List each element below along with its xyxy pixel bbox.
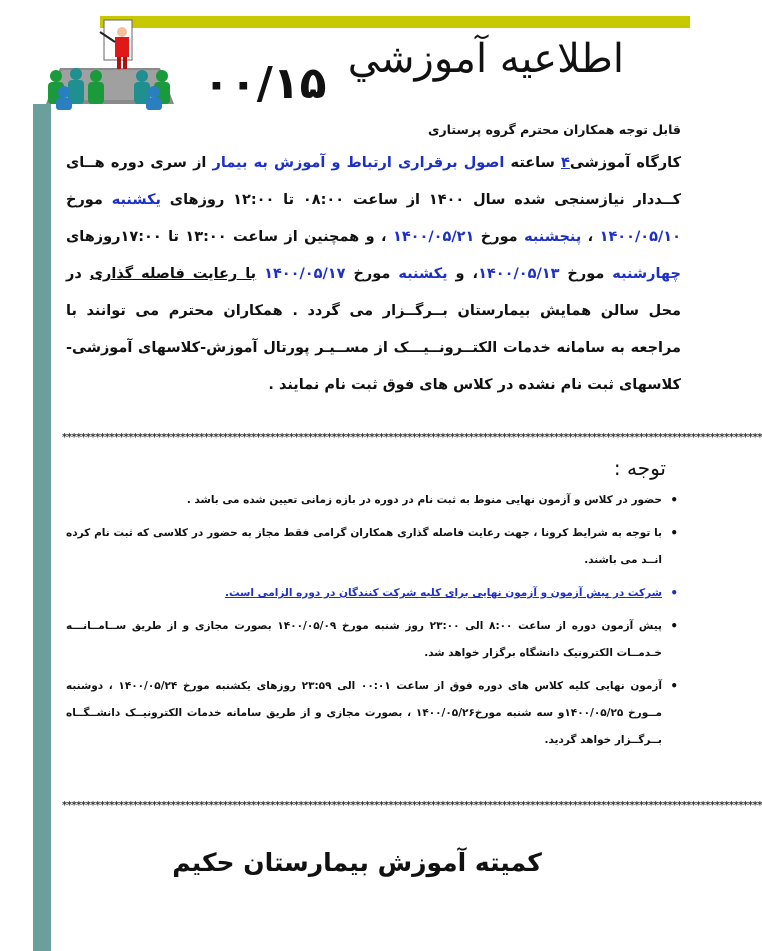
date-value: ۱۴۰۰/۰۵/۲۱ <box>392 229 475 245</box>
main-paragraph <box>66 145 681 404</box>
text-run: از سری دوره هــای کــددار نیازسنجی شده سال ۱۴۰۰ از ساعت ۰۸:۰۰ تا ۱۲:۰۰ روزهای <box>66 155 681 208</box>
text-run: کارگاه آموزشی <box>569 155 681 171</box>
left-side-bar <box>33 104 51 951</box>
date-value: ۱۴۰۰/۰۵/۱۷ <box>264 266 346 282</box>
text-run: ، و <box>447 266 479 282</box>
text-run: ساعته <box>504 155 562 171</box>
note-item: • آزمون نهایی کلیه کلاس های دوره فوق از ساعت ۰۰:۰۱ الی ۲۳:۵۹ روزهای یکشنبه مورخ ۱۴۰۰/۰۵/۲۴ ، دوشنبه مــورخ ۱۴۰۰/۰۵/۲۵و سه شنبه مورخ۱۴۰۰/۰۵/۲۶ ، بصورت مجازی و از طریق سامانه خدمات الکترونیــک دانشــگــاه بــرگــزار خواهد گردید. <box>66 673 678 754</box>
day-name: چهارشنبه <box>612 266 681 282</box>
course-name: اصول برقراری ارتباط و آموزش به بیمار <box>212 155 505 171</box>
attention-line: قابل توجه همکاران محترم گروه پرستاری <box>428 122 681 137</box>
day-name: یکشنبه <box>111 192 161 208</box>
footer-committee: کمیته آموزش بیمارستان حکیم <box>172 848 542 877</box>
text-run: مورخ <box>345 266 399 282</box>
distancing-text: با رعایت فاصله گذاری <box>89 266 257 282</box>
notes-heading: توجه : <box>613 456 666 480</box>
day-name: پنجشنبه <box>524 229 582 245</box>
text-run: ، و همچنین از ساعت ۱۳:۰۰ تا ۱۷:۰۰روزهای <box>66 229 393 245</box>
text-run <box>256 266 264 282</box>
note-item: • پیش آزمون دوره از ساعت ۸:۰۰ الی ۲۳:۰۰ روز شنبه مورخ ۱۴۰۰/۰۵/۰۹ بصورت مجازی و از طریق ســامــانـــه خـدمــات الکترونیک دانشگاه برگزار خواهد شد. <box>66 613 678 667</box>
text-run: ، <box>581 229 600 245</box>
day-name: یکشنبه <box>398 266 448 282</box>
date-value: ۱۴۰۰/۰۵/۱۰ <box>599 229 681 245</box>
hours-value: ۴ <box>561 155 570 171</box>
presentation-clipart-icon <box>42 18 176 110</box>
date-value: ۱۴۰۰/۰۵/۱۳ <box>478 266 560 282</box>
announcement-title: اطلاعيه آموزشي <box>347 36 624 82</box>
text-run: مورخ <box>474 229 525 245</box>
star-separator: **************************************************************************************************************************************************** <box>62 800 762 811</box>
top-accent-bar <box>100 16 690 28</box>
text-run: مورخ <box>559 266 613 282</box>
notes-list <box>66 487 678 760</box>
note-item: • حضور در کلاس و آزمون نهایی منوط به ثبت نام در دوره در بازه زمانی تعیین شده می باشد . <box>66 487 678 514</box>
text-run: در محل سالن همایش بیمارستان بــرگــزار می گردد . همکاران محترم می توانند با مراجعه به سامانه خدمات الکتــرونــیـــک از مســیـر پورتال آموزش-کلاسهای آموزشی-کلاسهای ثبت نام نشده در کلاس های فوق ثبت نام نمایند . <box>66 266 681 393</box>
text-run: مورخ <box>66 192 112 208</box>
note-item-highlight: • شرکت در پیش آزمون و آزمون نهایی برای کلیه شرکت کنندگان در دوره الزامی است. <box>66 580 678 607</box>
announcement-number: ۰۰/۱۵ <box>203 58 327 109</box>
star-separator: **************************************************************************************************************************************************** <box>62 432 762 443</box>
note-item: • با توجه به شرایط کرونا ، جهت رعایت فاصله گذاری همکاران گرامی فقط مجاز به حضور در کلاسی که ثبت نام کرده انــد می باشند. <box>66 520 678 574</box>
